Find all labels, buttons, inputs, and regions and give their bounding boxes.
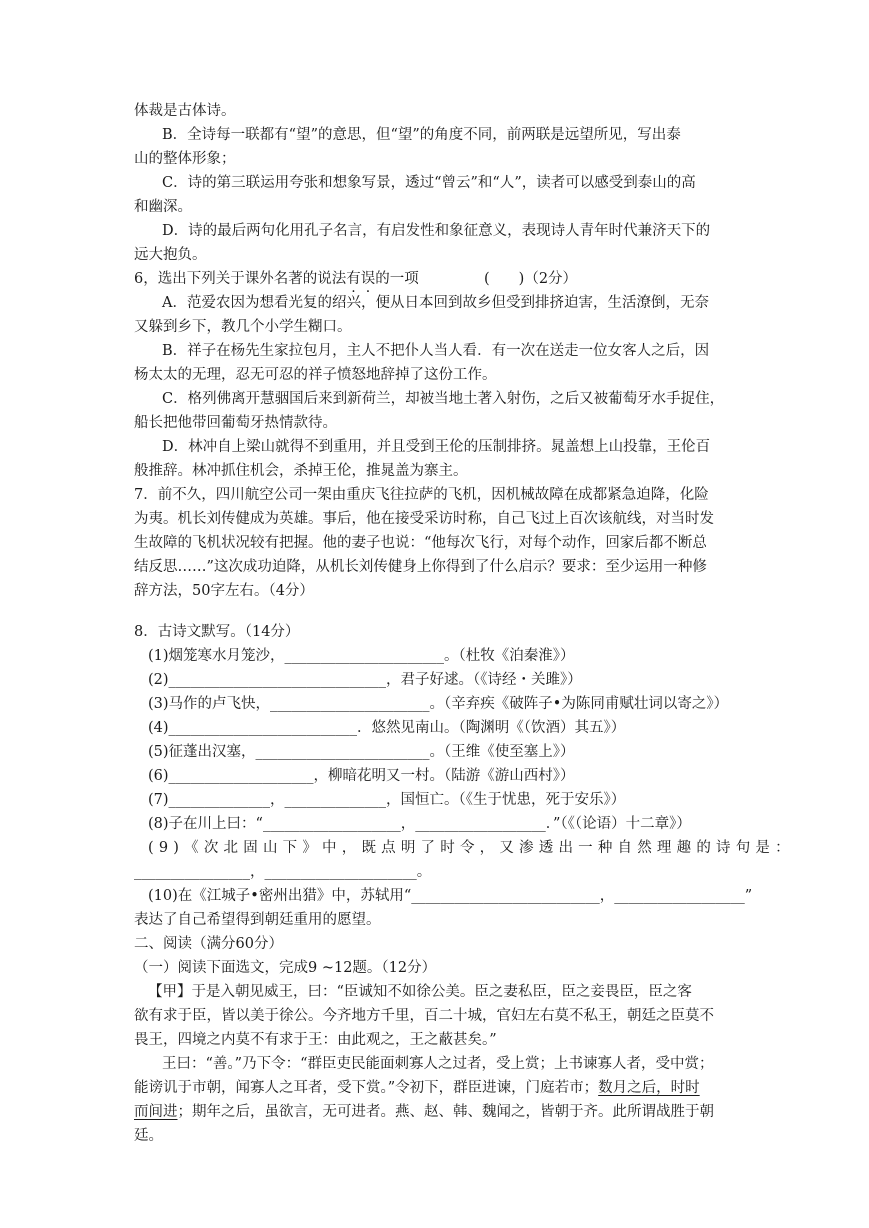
q8-item-8: (8)子在川上曰：“___________________，__________________．”（《（论语）十二章》） [148, 816, 691, 832]
q6-option-c-line1: C．格列佛离开慧骃国后来到新荷兰，却被当地土著入射伤，之后又被葡萄牙水手捉住， [162, 391, 725, 407]
q6-option-b-line1: B．祥子在杨先生家拉包月，主人不把仆人当人看．有一次在送走一位女客人之后，因 [162, 343, 710, 359]
q6-stem-text: 6，选出下列关于课外名著的说法 [134, 271, 347, 287]
q8-item-4: (4)__________________________．悠然见南山。（陶渊明《（饮酒）其五》） [148, 720, 626, 736]
passage-king-line4: 廷。 [134, 1128, 163, 1144]
passage-king-line3-text: ；期年之后，虽欲言，无可进者。燕、赵、韩、魏闻之，皆朝于齐。此所谓战胜于朝 [177, 1104, 714, 1120]
q6-option-d-line1: D．林冲自上梁山就得不到重用，并且受到王伦的压制排挤。晁盖想上山投靠，王伦百 [162, 439, 711, 455]
q7-line3: 生故障的飞机状况较有把握。他的妻子也说：“他每次飞行，对每个动作，回家后都不断总 [134, 535, 707, 551]
passage-king-line2 [134, 1077, 700, 1099]
q8-item-9-line2: ________________，_____________________。 [134, 864, 432, 880]
q6-stem [134, 268, 419, 290]
underlined-phrase-part2: 而间进 [134, 1104, 178, 1120]
passage-jia-line1: 【甲】于是入朝见威王，曰：“臣诚知不如徐公美。臣之妻私臣，臣之妾畏臣，臣之客 [148, 984, 692, 1000]
q6-emphasis-char-1: 有 [346, 271, 361, 287]
q8-title: 8．古诗文默写。（14分） [134, 624, 300, 640]
q5-option-a-continuation: 体裁是古体诗。 [134, 103, 236, 119]
q8-item-5: (5)征蓬出汉塞，________________________。（王维《使至塞上》） [148, 744, 575, 760]
q8-item-2: (2)______________________________，君子好逑。（《诗经・关雎》） [148, 672, 582, 688]
q7-line1: 7．前不久，四川航空公司一架由重庆飞往拉萨的飞机，因机械故障在成都紧急迫降，化险 [134, 487, 709, 503]
q6-emphasis-char-2: 误 [360, 271, 376, 287]
section2-subtitle: （一）阅读下面选文，完成9 ~12题。（12分） [134, 960, 437, 976]
q8-item-10-line1: (10)在《江城子•密州出猎》中，苏轼用“__________________________，__________________” [148, 888, 753, 904]
q6-answer-paren: ( )（2分） [484, 271, 578, 287]
q5-option-c-line2: 和幽深。 [134, 199, 192, 215]
section2-title: 二、阅读（满分60分） [134, 936, 283, 952]
q8-item-10-line2: 表达了自己希望得到朝廷重用的愿望。 [134, 912, 381, 928]
q5-option-d-line1: D．诗的最后两句化用孔子名言，有启发性和象征意义，表现诗人青年时代兼济天下的 [162, 223, 711, 239]
q6-option-a-line2: 又躲到乡下，教几个小学生糊口。 [134, 319, 352, 335]
q6-option-b-line2: 杨太太的无理，忍无可忍的祥子愤怒地辞掉了这份工作。 [134, 367, 497, 383]
q5-option-d-line2: 远大抱负。 [134, 247, 207, 263]
underlined-phrase-part1: 数月之后，时时 [598, 1080, 700, 1096]
q8-item-6: (6)____________________，柳暗花明又一村。（陆游《游山西村》） [148, 768, 575, 784]
q5-option-b-line2: 山的整体形象； [134, 151, 236, 167]
q8-item-1: (1)烟笼寒水月笼沙，______________________。（杜牧《泊秦淮》） [148, 648, 575, 664]
q6-option-c-line2: 船长把他带回葡萄牙热情款待。 [134, 415, 337, 431]
q8-item-7: (7)______________，______________，国恒亡。（《生于忧患，死于安乐》） [148, 792, 626, 808]
passage-king-line2-text: 能谤讥于市朝，闻寡人之耳者，受下赏。”令初下，群臣进谏，门庭若市； [134, 1080, 599, 1096]
q7-line2: 为夷。机长刘传健成为英雄。事后，他在接受采访时称，自己飞过上百次该航线，对当时发 [134, 511, 714, 527]
q5-option-b-line1: B．全诗每一联都有“望”的意思，但“望”的角度不同，前两联是远望所见，写出泰 [162, 127, 681, 143]
passage-king-line1: 王曰：“善。”乃下令：“群臣吏民能面刺寡人之过者，受上赏；上书谏寡人者，受中赏； [162, 1056, 714, 1072]
passage-king-line3 [134, 1101, 714, 1123]
q6-stem-suffix: 的一项 [375, 271, 419, 287]
q7-line5: 辞方法，50字左右。（4分） [134, 583, 314, 599]
passage-jia-line3: 畏王，四境之内莫不有求于王：由此观之，王之蔽甚矣。” [134, 1032, 497, 1048]
q6-option-d-line2: 般推辞。林冲抓住机会，杀掉王伦，推晁盖为寨主。 [134, 463, 468, 479]
passage-jia-line2: 欲有求于臣，皆以美于徐公。今齐地方千里，百二十城，官妇左右莫不私王，朝廷之臣莫不 [134, 1008, 714, 1024]
q7-line4: 结反思……”这次成功迫降，从机长刘传健身上你得到了什么启示？要求：至少运用一种修 [134, 559, 707, 575]
q5-option-c-line1: C．诗的第三联运用夸张和想象写景，透过“曾云”和“人”，读者可以感受到泰山的高 [162, 175, 696, 191]
q8-item-3: (3)马作的卢飞快，______________________。（辛弃疾《破阵子•为陈同甫赋壮词以寄之》） [148, 696, 729, 712]
q6-option-a-line1: A．范爱农因为想看光复的绍兴，便从日本回到故乡但受到排挤迫害，生活潦倒，无奈 [162, 295, 709, 311]
q8-item-9-line1: (9)《次北固山下》中，既点明了时令，又渗透出一种自然理趣的诗句是： [148, 840, 795, 856]
